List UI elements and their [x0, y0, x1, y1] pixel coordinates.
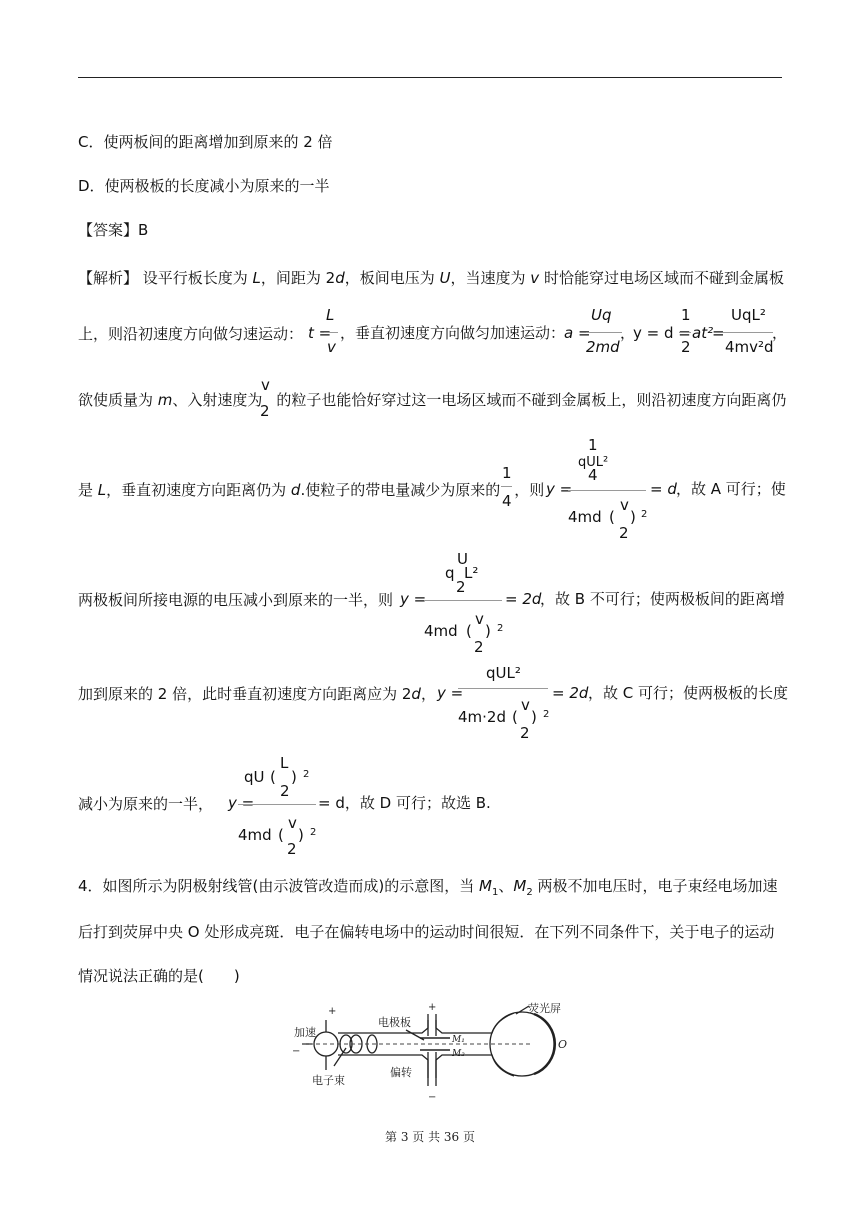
page-footer: 第 3 页 共 36 页 — [385, 1130, 475, 1144]
analysis-line-1 — [78, 268, 784, 288]
inner-den-2: 2 — [520, 724, 530, 742]
inner-num-v: v — [288, 814, 297, 832]
frac-num-qUL2: qUL² — [578, 455, 609, 470]
text: 是 — [78, 481, 98, 499]
frac-qU: qU — [244, 768, 265, 786]
analysis-line-6-tail: ，故 C 可行；使两极板的长度 — [588, 684, 789, 702]
text: 、入射速度为 — [172, 391, 263, 409]
frac-den-2: 2 — [260, 402, 270, 420]
plus-accel: + — [328, 1006, 337, 1017]
text: 欲使质量为 — [78, 391, 158, 409]
text: ，间距为 2 — [260, 269, 336, 287]
pointer — [406, 1030, 424, 1040]
inner-num-v: v — [620, 496, 629, 514]
subscript: 2 — [526, 887, 533, 898]
inner-den-2: 2 — [456, 578, 466, 596]
paren-left: ( — [609, 508, 615, 526]
option-d: D．使两极板的长度减小为原来的一半 — [78, 177, 330, 195]
label-accel: 加速 — [294, 1026, 316, 1039]
frac-den-v: v — [327, 338, 336, 356]
exp-2: 2 — [543, 709, 550, 720]
inner-num-L: L — [280, 754, 289, 772]
frac-den-4: 4 — [588, 466, 598, 484]
frac-bar — [586, 332, 622, 333]
minus-accel: − — [292, 1046, 301, 1057]
analysis-line-7: 减小为原来的一半， — [78, 795, 214, 813]
formula-eq-2d: = 2d — [552, 684, 589, 702]
frac-L2: L² — [464, 564, 479, 582]
var: v — [530, 269, 540, 287]
frac-num-L: L — [326, 306, 335, 324]
frac-bar — [501, 486, 512, 487]
frac-den-2: 2 — [681, 338, 691, 356]
inner-num-U: U — [457, 550, 468, 568]
inner-den-2: 2 — [619, 524, 629, 542]
frac-num-UqL2: UqL² — [731, 306, 766, 324]
formula-a: a = — [564, 324, 591, 342]
frac-num-v: v — [261, 376, 270, 394]
frac-bar — [679, 332, 691, 333]
frac-den-2md: 2md — [586, 338, 620, 356]
paren-left: ( — [278, 826, 284, 844]
formula-y: y = — [437, 684, 464, 702]
frac-bar — [723, 332, 773, 333]
inner-den-2: 2 — [474, 638, 484, 656]
text: 、 — [498, 877, 514, 895]
label-M2: M₂ — [452, 1049, 465, 1059]
analysis-line-2b: ，垂直初速度方向做匀加速运动： — [340, 324, 566, 342]
exp-2: 2 — [303, 769, 310, 780]
var: U — [439, 269, 451, 287]
label-deflect: 偏转 — [390, 1066, 412, 1079]
frac-bar — [324, 332, 338, 333]
analysis-line-5: 两极板间所接电源的电压减小到原来的一半，则 — [78, 591, 394, 609]
frac-den-4: 4 — [502, 492, 512, 510]
paren-left: ( — [270, 768, 276, 786]
text: .使粒子的带电量减少为原来的 — [300, 481, 501, 499]
cathode-ray-tube-diagram — [282, 1000, 582, 1104]
frac-num-1: 1 — [588, 436, 598, 454]
frac-den-4mv2d: 4mv²d — [725, 338, 774, 356]
question-4-line-3: 情况说法正确的是( ) — [78, 967, 240, 985]
question-4-line-1 — [78, 876, 777, 903]
frac-num-1: 1 — [681, 306, 691, 324]
var: L — [252, 269, 261, 287]
label-screen: 荧光屏 — [528, 1002, 561, 1015]
exp-2: 2 — [641, 509, 648, 520]
analysis-line-4 — [78, 480, 544, 500]
text: ，则 — [514, 481, 545, 499]
question-4-line-2: 后打到荧屏中央 O 处形成亮斑．电子在偏转电场中的运动时间很短．在下列不同条件下，关于电子的运动 — [78, 923, 775, 941]
analysis-line-7-tail: = d，故 D 可行；故选 B. — [318, 794, 491, 812]
tube-top-right — [436, 1013, 514, 1033]
frac-bar — [458, 688, 548, 689]
var: d — [290, 481, 301, 499]
text: 加到原来的 2 倍，此时垂直初速度方向距离应为 2 — [78, 685, 412, 703]
text: 两极不加电压时，电子束经电场加速 — [532, 877, 778, 895]
text: 【解析】 设平行板长度为 — [78, 269, 253, 287]
paren-right: ) — [485, 622, 491, 640]
frac-q: q — [445, 564, 455, 582]
frac-num-qUL2: qUL² — [486, 664, 521, 682]
comma: ， — [620, 324, 636, 342]
paren-left: ( — [466, 622, 472, 640]
inner-den-2: 2 — [280, 782, 290, 800]
answer-line: 【答案】B — [78, 221, 149, 239]
tube-bottom — [338, 1055, 428, 1078]
formula-at2: at² — [692, 324, 714, 342]
frac-num-1: 1 — [502, 464, 512, 482]
label-beam: 电子束 — [312, 1074, 345, 1087]
frac-bar — [238, 804, 316, 805]
equals: = — [712, 324, 725, 342]
option-c: C．使两板间的距离增加到原来的 2 倍 — [78, 133, 333, 151]
tube-bottom-right — [436, 1055, 514, 1078]
var: L — [97, 481, 107, 499]
text: 时恰能穿过电场区域而不碰到金属板 — [539, 269, 784, 287]
subscript: 1 — [491, 887, 499, 898]
frac-den-4m2d: 4m·2d — [458, 708, 506, 726]
frac-den-4md: 4md — [424, 622, 458, 640]
analysis-line-2: 上，则沿初速度方向做匀速运动： — [78, 325, 304, 343]
var: m — [157, 391, 173, 409]
analysis-line-6 — [78, 684, 436, 704]
formula-y: y = — [546, 480, 573, 498]
paren-right: ) — [291, 768, 297, 786]
var: M — [513, 877, 527, 895]
comma: ， — [772, 324, 788, 342]
var: d — [411, 685, 421, 703]
analysis-line-4-tail: ，故 A 可行；使 — [676, 480, 786, 498]
text: ， — [420, 685, 436, 703]
var: M — [479, 877, 492, 895]
text: ，当速度为 — [450, 269, 531, 287]
frac-bar — [568, 490, 646, 491]
paren-right: ) — [630, 508, 636, 526]
inner-num-v: v — [475, 610, 484, 628]
exp-2: 2 — [310, 827, 317, 838]
frac-den-4md: 4md — [568, 508, 602, 526]
label-plate: 电极板 — [378, 1016, 411, 1029]
label-M1: M₁ — [452, 1035, 465, 1045]
text: ，板间电压为 — [344, 269, 440, 287]
frac-num-Uq: Uq — [591, 306, 612, 324]
inner-den-2: 2 — [287, 840, 297, 858]
formula-yd: y = d = — [633, 324, 691, 342]
formula-t: t = — [308, 324, 332, 342]
paren-right: ) — [531, 708, 537, 726]
analysis-line-3 — [78, 390, 786, 410]
text: 4．如图所示为阴极射线管(由示波管改造而成)的示意图，当 — [78, 877, 480, 895]
text: ，垂直初速度方向距离仍为 — [106, 481, 291, 499]
fluorescent-screen — [534, 1014, 555, 1074]
formula-y: y = — [400, 590, 427, 608]
label-O: O — [558, 1038, 568, 1051]
formula-eq-d: = d — [650, 480, 677, 498]
minus-deflect: − — [428, 1092, 437, 1103]
paren-right: ) — [298, 826, 304, 844]
frac-den-4md: 4md — [238, 826, 272, 844]
text: 的粒子也能恰好穿过这一电场区域而不碰到金属板上，则沿初速度方向距离仍 — [276, 391, 787, 409]
paren-left: ( — [512, 708, 518, 726]
formula-eq-2d: = 2d — [505, 590, 542, 608]
inner-num-v: v — [521, 696, 530, 714]
var: d — [335, 269, 345, 287]
header-rule — [78, 77, 782, 78]
formula-y: y = — [228, 794, 255, 812]
analysis-line-5-tail: ，故 B 不可行；使两极板间的距离增 — [540, 590, 785, 608]
frac-bar — [424, 600, 502, 601]
exp-2: 2 — [497, 623, 504, 634]
plus-deflect: + — [428, 1002, 437, 1013]
